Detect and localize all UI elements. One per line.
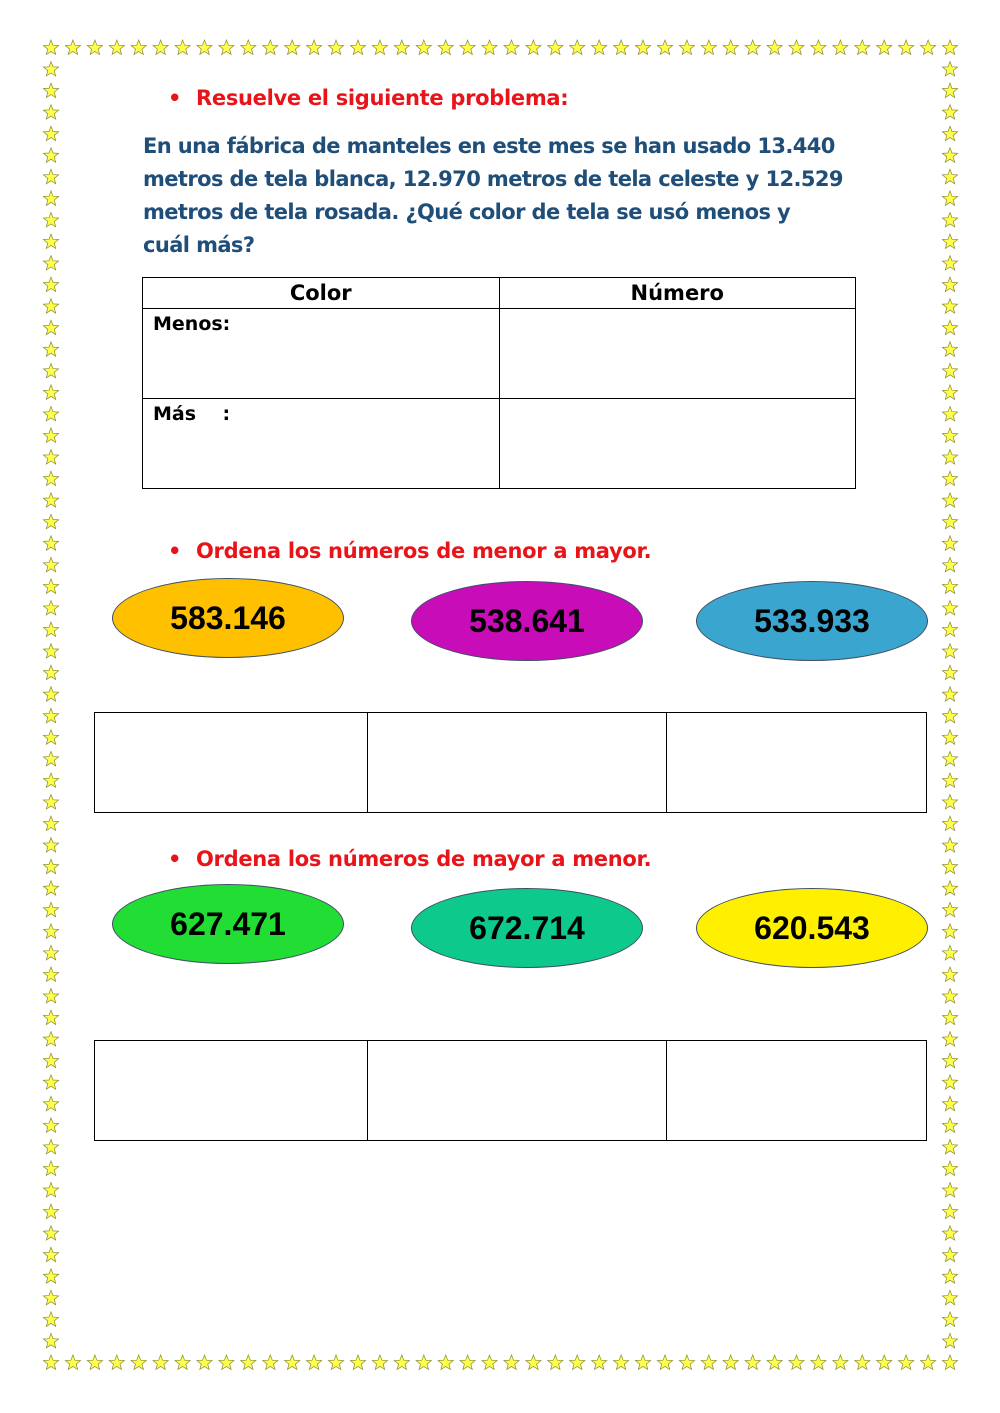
- star-icon: [877, 40, 892, 55]
- star-icon: [307, 40, 322, 55]
- star-icon: [43, 105, 58, 119]
- star-icon: [921, 1355, 936, 1370]
- star-icon: [942, 320, 957, 335]
- star-icon: [942, 1312, 957, 1327]
- star-icon: [43, 644, 58, 659]
- star-icon: [43, 1269, 58, 1283]
- star-icon: [43, 1247, 58, 1262]
- star-icon: [877, 1355, 892, 1370]
- star-icon: [942, 1333, 957, 1348]
- star-icon: [43, 924, 58, 938]
- header-color: Color: [143, 278, 500, 309]
- star-icon: [942, 557, 957, 571]
- star-icon: [942, 773, 957, 787]
- star-icon: [942, 730, 957, 745]
- star-icon: [109, 1355, 124, 1370]
- table-row: [95, 1041, 927, 1141]
- star-icon: [43, 1075, 58, 1089]
- star-icon: [219, 40, 234, 55]
- number-oval[interactable]: 533.933: [696, 581, 928, 661]
- star-icon: [175, 40, 190, 55]
- star-icon: [942, 169, 957, 184]
- star-icon: [942, 514, 957, 528]
- star-icon: [43, 1053, 58, 1068]
- star-icon: [942, 687, 957, 702]
- row-label-more: Más :: [143, 399, 500, 489]
- star-icon: [942, 191, 957, 206]
- star-icon: [43, 1096, 58, 1111]
- star-icon: [197, 40, 212, 55]
- star-icon: [942, 385, 957, 400]
- star-icon: [745, 40, 760, 55]
- problem-line: En una fábrica de manteles en este mes se han usado 13.440: [143, 134, 835, 158]
- star-icon: [526, 40, 541, 55]
- star-icon: [43, 579, 58, 594]
- star-icon: [526, 1355, 541, 1370]
- star-icon: [241, 1355, 256, 1370]
- star-icon: [43, 62, 58, 76]
- star-icon: [855, 1355, 870, 1370]
- row-label-less: Menos:: [143, 309, 500, 399]
- star-icon: [482, 1355, 497, 1370]
- star-icon: [43, 1183, 58, 1198]
- order-ascending-instruction: [168, 539, 651, 563]
- star-icon: [43, 1290, 58, 1305]
- star-icon: [394, 1355, 409, 1370]
- star-icon: [153, 40, 168, 55]
- star-icon: [43, 428, 58, 443]
- star-icon: [942, 1204, 957, 1219]
- star-icon: [833, 1355, 848, 1370]
- number-oval[interactable]: 627.471: [112, 884, 344, 964]
- star-icon: [43, 493, 58, 508]
- star-icon: [197, 1355, 212, 1370]
- star-icon: [942, 213, 957, 227]
- star-icon: [43, 1032, 58, 1047]
- star-icon: [942, 989, 957, 1004]
- star-icon: [43, 299, 58, 314]
- star-icon: [723, 40, 738, 55]
- star-icon: [43, 1355, 58, 1370]
- star-icon: [942, 579, 957, 594]
- star-icon: [416, 40, 431, 55]
- star-icon: [942, 751, 957, 766]
- star-icon: [43, 40, 58, 55]
- star-icon: [504, 1355, 519, 1370]
- star-icon: [570, 1355, 585, 1370]
- star-icon: [942, 428, 957, 443]
- number-oval[interactable]: 672.714: [411, 888, 643, 968]
- bullet-icon: •: [168, 539, 182, 563]
- star-icon: [942, 363, 957, 377]
- star-icon: [43, 773, 58, 787]
- star-icon: [657, 1355, 672, 1370]
- star-icon: [43, 881, 58, 896]
- number-oval[interactable]: 583.146: [112, 578, 344, 658]
- star-icon: [43, 126, 58, 141]
- star-icon: [372, 1355, 387, 1370]
- star-icon: [43, 407, 58, 421]
- star-icon: [745, 1355, 760, 1370]
- star-icon: [460, 1355, 475, 1370]
- star-icon: [43, 514, 58, 528]
- star-icon: [942, 924, 957, 938]
- star-icon: [43, 751, 58, 766]
- star-icon: [942, 622, 957, 637]
- star-icon: [942, 902, 957, 917]
- descending-order-answer-table: [94, 1040, 927, 1141]
- table-header-row: [143, 278, 856, 309]
- star-icon: [350, 40, 365, 55]
- star-icon: [87, 1355, 102, 1370]
- star-icon: [942, 1096, 957, 1111]
- bullet-icon: •: [168, 86, 182, 110]
- star-icon: [372, 40, 387, 55]
- answer-slot[interactable]: [368, 713, 667, 813]
- star-icon: [548, 40, 563, 55]
- star-icon: [43, 450, 58, 465]
- star-icon: [241, 40, 256, 55]
- star-icon: [43, 557, 58, 571]
- star-icon: [789, 40, 804, 55]
- star-icon: [438, 40, 453, 55]
- star-icon: [942, 299, 957, 314]
- star-icon: [87, 40, 102, 55]
- star-icon: [43, 1226, 58, 1240]
- star-icon: [942, 1161, 957, 1176]
- star-icon: [438, 1355, 453, 1370]
- star-icon: [43, 989, 58, 1004]
- star-icon: [43, 213, 58, 227]
- star-icon: [43, 191, 58, 206]
- star-icon: [942, 859, 957, 874]
- star-icon: [43, 859, 58, 874]
- star-icon: [635, 40, 650, 55]
- star-icon: [394, 40, 409, 55]
- star-icon: [942, 644, 957, 659]
- star-icon: [43, 967, 58, 981]
- star-icon: [833, 40, 848, 55]
- bullet-icon: •: [168, 847, 182, 871]
- star-icon: [307, 1355, 322, 1370]
- star-icon: [43, 342, 58, 357]
- star-icon: [614, 40, 629, 55]
- star-icon: [921, 40, 936, 55]
- star-icon: [942, 1053, 957, 1068]
- problem-statement: [143, 130, 883, 262]
- table-row: [143, 309, 856, 399]
- star-icon: [942, 967, 957, 981]
- star-icon: [285, 1355, 300, 1370]
- star-icon: [701, 40, 716, 55]
- star-icon: [43, 234, 58, 249]
- star-icon: [942, 40, 957, 55]
- star-icon: [942, 1139, 957, 1154]
- star-icon: [614, 1355, 629, 1370]
- star-icon: [43, 601, 58, 616]
- star-icon: [43, 277, 58, 292]
- star-icon: [855, 40, 870, 55]
- star-icon: [942, 256, 957, 270]
- star-icon: [942, 838, 957, 853]
- star-icon: [43, 708, 58, 723]
- star-icon: [43, 83, 58, 98]
- order-descending-instruction: [168, 847, 651, 871]
- star-icon: [942, 1355, 957, 1370]
- star-icon: [482, 40, 497, 55]
- problem-line: metros de tela blanca, 12.970 metros de tela celeste y 12.529: [143, 167, 843, 191]
- star-icon: [942, 126, 957, 141]
- star-icon: [219, 1355, 234, 1370]
- color-answer-table: [142, 277, 856, 489]
- star-icon: [811, 1355, 826, 1370]
- problem-line: metros de tela rosada. ¿Qué color de tela se usó menos y: [143, 200, 791, 224]
- star-icon: [109, 40, 124, 55]
- table-row: [143, 399, 856, 489]
- star-icon: [350, 1355, 365, 1370]
- star-icon: [942, 1226, 957, 1240]
- star-icon: [43, 536, 58, 551]
- star-icon: [43, 1333, 58, 1348]
- star-icon: [65, 40, 80, 55]
- star-icon: [942, 1183, 957, 1198]
- star-icon: [43, 838, 58, 853]
- star-icon: [942, 450, 957, 465]
- star-icon: [43, 363, 58, 377]
- star-icon: [942, 1118, 957, 1132]
- answer-slot[interactable]: [95, 713, 368, 813]
- number-oval[interactable]: 620.543: [696, 888, 928, 968]
- star-icon: [942, 493, 957, 508]
- header-number: Número: [499, 278, 856, 309]
- problem-instruction: [168, 86, 568, 110]
- star-icon: [65, 1355, 80, 1370]
- star-icon: [942, 234, 957, 249]
- star-icon: [43, 795, 58, 810]
- star-icon: [942, 62, 957, 76]
- star-icon: [942, 816, 957, 830]
- answer-cell-more-number[interactable]: [499, 399, 856, 489]
- star-icon: [43, 1161, 58, 1176]
- star-icon: [263, 40, 278, 55]
- ascending-order-answer-table: [94, 712, 927, 813]
- star-icon: [43, 622, 58, 637]
- star-icon: [942, 277, 957, 292]
- order-descending-text: Ordena los números de mayor a menor.: [196, 847, 652, 871]
- answer-slot[interactable]: [95, 1041, 368, 1141]
- star-icon: [679, 40, 694, 55]
- answer-cell-less-number[interactable]: [499, 309, 856, 399]
- table-row: [95, 713, 927, 813]
- star-icon: [43, 1139, 58, 1154]
- star-icon: [942, 665, 957, 679]
- star-icon: [942, 342, 957, 357]
- star-icon: [942, 708, 957, 723]
- star-icon: [460, 40, 475, 55]
- answer-slot[interactable]: [667, 1041, 927, 1141]
- star-icon: [43, 148, 58, 163]
- star-icon: [43, 687, 58, 702]
- star-icon: [942, 1010, 957, 1025]
- star-icon: [263, 1355, 278, 1370]
- star-icon: [942, 1075, 957, 1089]
- star-icon: [175, 1355, 190, 1370]
- star-icon: [942, 1247, 957, 1262]
- star-icon: [942, 1290, 957, 1305]
- star-icon: [592, 40, 607, 55]
- star-icon: [679, 1355, 694, 1370]
- star-icon: [942, 536, 957, 551]
- star-icon: [504, 40, 519, 55]
- star-icon: [942, 148, 957, 163]
- star-icon: [592, 1355, 607, 1370]
- star-icon: [767, 1355, 782, 1370]
- star-icon: [701, 1355, 716, 1370]
- star-icon: [328, 40, 343, 55]
- answer-slot[interactable]: [368, 1041, 667, 1141]
- star-icon: [43, 665, 58, 679]
- star-icon: [942, 105, 957, 119]
- star-icon: [43, 1118, 58, 1132]
- star-icon: [767, 40, 782, 55]
- star-icon: [899, 1355, 914, 1370]
- star-icon: [285, 40, 300, 55]
- star-icon: [43, 816, 58, 830]
- star-icon: [657, 40, 672, 55]
- star-icon: [43, 1010, 58, 1025]
- star-icon: [548, 1355, 563, 1370]
- star-icon: [942, 1032, 957, 1047]
- star-icon: [811, 40, 826, 55]
- star-icon: [43, 320, 58, 335]
- star-icon: [942, 471, 957, 486]
- star-icon: [635, 1355, 650, 1370]
- star-icon: [43, 169, 58, 184]
- star-icon: [43, 1204, 58, 1219]
- star-icon: [131, 1355, 146, 1370]
- star-icon: [723, 1355, 738, 1370]
- problem-line: cuál más?: [143, 233, 255, 257]
- star-icon: [153, 1355, 168, 1370]
- problem-instruction-text: Resuelve el siguiente problema:: [196, 86, 569, 110]
- star-icon: [43, 471, 58, 486]
- star-icon: [43, 1312, 58, 1327]
- star-icon: [942, 795, 957, 810]
- number-oval[interactable]: 538.641: [411, 581, 643, 661]
- star-icon: [899, 40, 914, 55]
- star-icon: [43, 902, 58, 917]
- star-icon: [942, 1269, 957, 1283]
- star-icon: [942, 83, 957, 98]
- star-icon: [942, 881, 957, 896]
- star-icon: [789, 1355, 804, 1370]
- star-icon: [942, 945, 957, 960]
- answer-slot[interactable]: [667, 713, 927, 813]
- star-icon: [942, 601, 957, 616]
- star-icon: [570, 40, 585, 55]
- star-icon: [43, 256, 58, 270]
- star-icon: [43, 945, 58, 960]
- order-ascending-text: Ordena los números de menor a mayor.: [196, 539, 652, 563]
- star-icon: [942, 407, 957, 421]
- star-icon: [328, 1355, 343, 1370]
- star-icon: [43, 385, 58, 400]
- star-icon: [131, 40, 146, 55]
- star-icon: [43, 730, 58, 745]
- star-icon: [416, 1355, 431, 1370]
